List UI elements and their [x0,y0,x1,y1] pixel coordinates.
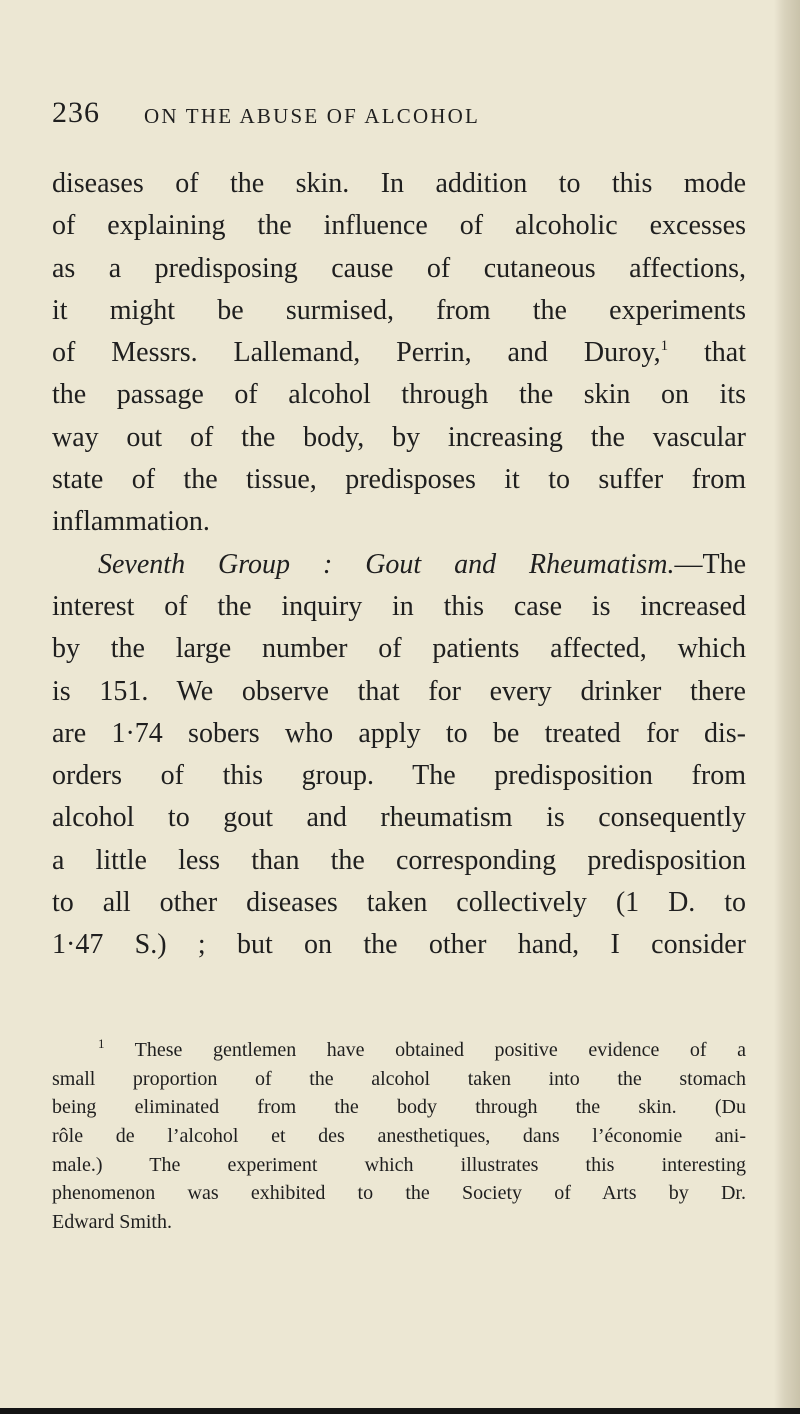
text-line: the passage of alcohol through the skin on its [52,379,746,411]
text-line [52,544,746,586]
text-line: orders of this group. The predisposition from [52,760,746,792]
footnote-reference: 1 [660,338,669,355]
footnote-line: rôle de l’alcohol et des anesthetiques, dans l’économie ani- [52,1125,746,1148]
text-line: diseases of the skin. In addition to this mode [52,168,746,199]
footnote-line: male.) The experiment which illustrates this interesting [52,1153,746,1176]
text-segment: of Messrs. Lallemand, Perrin, and Duroy, [52,337,661,369]
text-line: way out of the body, by increasing the vascular [52,421,746,453]
text-line [52,332,746,374]
footnote-line [52,1036,746,1065]
footnote-marker: 1 [98,1036,105,1051]
footnote-line: being eliminated from the body through the skin. (Du [52,1096,746,1119]
text-segment: —The [674,548,746,580]
body-text [52,163,746,967]
text-line: of explaining the influence of alcoholic excesses [52,210,746,242]
text-line: alcohol to gout and rheumatism is consequently [52,802,746,834]
footnote [52,1036,746,1237]
page-header [52,96,746,136]
text-line: to all other diseases taken collectively (1 D. to [52,887,746,919]
text-line: are 1·74 sobers who apply to be treated for dis- [52,717,746,749]
text-line: by the large number of patients affected, which [52,633,746,665]
text-line: is 151. We observe that for every drinker there [52,675,746,707]
text-line: it might be surmised, from the experiments [52,294,746,326]
text-line: 1·47 S.) ; but on the other hand, I consider [52,929,746,961]
page-edge-shadow [774,0,800,1414]
text-segment: that [668,337,746,369]
text-line: interest of the inquiry in this case is increased [52,590,746,622]
text-line: as a predisposing cause of cutaneous affections, [52,252,746,284]
section-heading: Seventh Group : Gout and Rheumatism. [98,548,675,580]
text-line: inflammation. [52,506,210,538]
running-head: ON THE ABUSE OF ALCOHOL [144,104,481,128]
text-line: state of the tissue, predisposes it to suffer from [52,464,746,496]
text-line: a little less than the corresponding predisposition [52,844,746,876]
footnote-line: small proportion of the alcohol taken into the stomach [52,1067,746,1090]
footnote-line: Edward Smith. [52,1211,172,1234]
page-number: 236 [52,96,100,129]
footnote-line: phenomenon was exhibited to the Society of Arts by Dr. [52,1182,746,1205]
text-segment: These gentlemen have obtained positive evidence of a [104,1039,746,1061]
bottom-edge [0,1408,800,1414]
